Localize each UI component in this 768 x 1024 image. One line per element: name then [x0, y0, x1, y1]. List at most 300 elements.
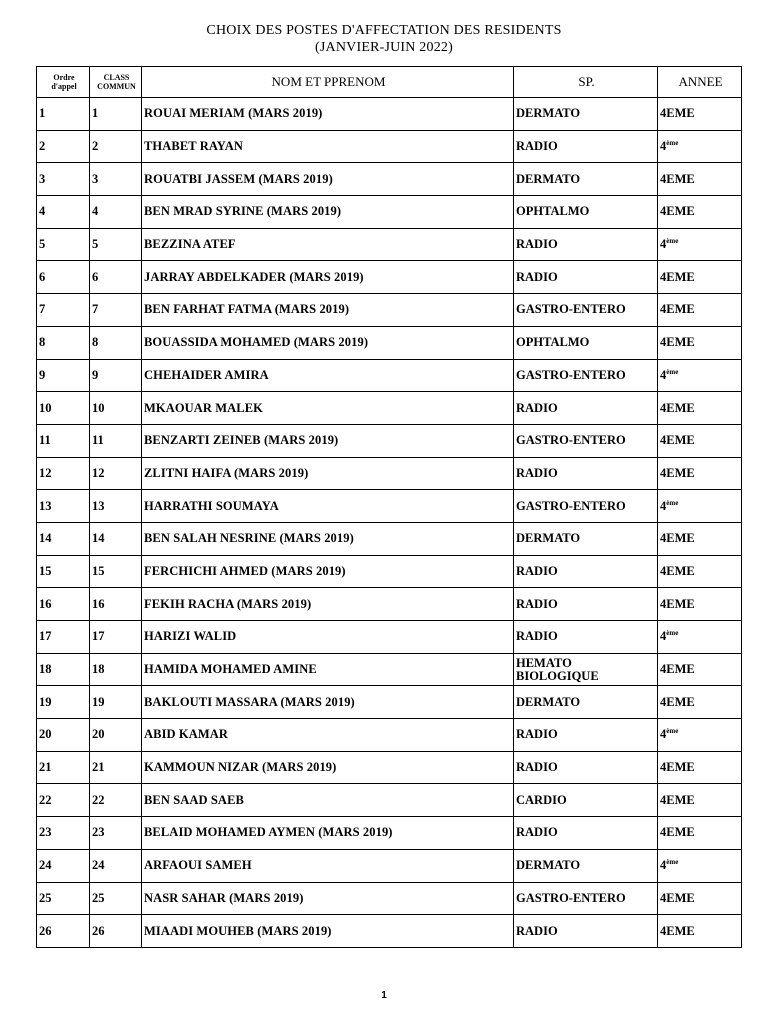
cell-annee [658, 490, 742, 523]
cell-name-text: BEN SAAD SAEB [144, 792, 244, 807]
cell-ordre [37, 424, 90, 457]
cell-ordre-text: 19 [39, 694, 52, 709]
cell-class [90, 228, 142, 261]
cell-class-text: 9 [92, 367, 99, 382]
cell-specialty [514, 915, 658, 948]
cell-class-text: 21 [92, 760, 105, 775]
cell-specialty [514, 555, 658, 588]
cell-specialty [514, 882, 658, 915]
cell-name [142, 228, 514, 261]
cell-annee [658, 196, 742, 229]
cell-class [90, 326, 142, 359]
residents-table [36, 66, 742, 948]
cell-annee-text: 4EME [660, 269, 695, 284]
cell-name [142, 849, 514, 882]
cell-ordre [37, 294, 90, 327]
cell-name-text: BOUASSIDA MOHAMED (MARS 2019) [144, 335, 369, 350]
cell-ordre [37, 196, 90, 229]
cell-class-text: 25 [92, 890, 105, 905]
cell-annee [658, 359, 742, 392]
document-title [0, 22, 768, 56]
cell-name-text: ROUATBI JASSEM (MARS 2019) [144, 171, 333, 186]
table-row [37, 98, 742, 131]
cell-specialty [514, 163, 658, 196]
cell-name [142, 719, 514, 752]
cell-ordre-text: 22 [39, 792, 52, 807]
cell-class [90, 784, 142, 817]
cell-name-text: CHEHAIDER AMIRA [144, 367, 269, 382]
cell-name-text: NASR SAHAR (MARS 2019) [144, 890, 304, 905]
cell-specialty [514, 359, 658, 392]
cell-annee-text: 4EME [660, 335, 695, 350]
cell-class [90, 882, 142, 915]
cell-annee-text: 4EME [660, 596, 695, 611]
cell-name-text: BELAID MOHAMED AYMEN (MARS 2019) [144, 825, 393, 840]
cell-annee-text: 4EME [660, 760, 695, 775]
cell-class [90, 849, 142, 882]
cell-class [90, 392, 142, 425]
cell-annee-text: 4EME [660, 662, 695, 677]
cell-class-text: 22 [92, 792, 105, 807]
cell-class [90, 653, 142, 686]
cell-annee-text: 4 [660, 139, 667, 154]
cell-annee-text: 4EME [660, 465, 695, 480]
cell-ordre-text: 18 [39, 662, 52, 677]
cell-specialty [514, 98, 658, 131]
cell-specialty-text: RADIO [516, 237, 558, 252]
cell-name [142, 163, 514, 196]
cell-class-text: 14 [92, 531, 105, 546]
table-row [37, 686, 742, 719]
cell-ordre-text: 8 [39, 335, 46, 350]
cell-annee-text: 4EME [660, 171, 695, 186]
table-row [37, 915, 742, 948]
cell-name-text: HARRATHI SOUMAYA [144, 498, 279, 513]
cell-specialty [514, 326, 658, 359]
table-row [37, 621, 742, 654]
cell-class [90, 817, 142, 850]
cell-specialty-text: CARDIO [516, 792, 567, 807]
cell-name-text: BEZZINA ATEF [144, 237, 236, 252]
cell-name-text: ABID KAMAR [144, 727, 228, 742]
cell-specialty-text: RADIO [516, 629, 558, 644]
cell-annee-text: 4EME [660, 890, 695, 905]
cell-ordre-text: 5 [39, 237, 46, 252]
table-row [37, 392, 742, 425]
cell-specialty [514, 424, 658, 457]
cell-class-text: 12 [92, 465, 105, 480]
cell-annee-text: 4 [660, 237, 667, 252]
cell-specialty [514, 196, 658, 229]
cell-specialty-text: RADIO [516, 269, 558, 284]
header-class-line2: COMMUN [97, 82, 136, 91]
cell-name-text: KAMMOUN NIZAR (MARS 2019) [144, 760, 337, 775]
cell-class [90, 294, 142, 327]
cell-name [142, 686, 514, 719]
cell-specialty [514, 621, 658, 654]
annee-ordinal-suffix: ème [666, 138, 679, 147]
cell-class-text: 5 [92, 237, 99, 252]
cell-name [142, 261, 514, 294]
table-row [37, 522, 742, 555]
cell-ordre-text: 24 [39, 858, 52, 873]
cell-annee [658, 326, 742, 359]
cell-annee [658, 817, 742, 850]
table-body [37, 98, 742, 948]
cell-class [90, 98, 142, 131]
annee-ordinal-suffix: ème [666, 727, 679, 736]
cell-class [90, 163, 142, 196]
cell-class [90, 490, 142, 523]
header-nom: NOM ET PPRENOM [142, 67, 514, 98]
cell-annee-text: 4EME [660, 302, 695, 317]
cell-class [90, 621, 142, 654]
cell-name [142, 621, 514, 654]
header-ordre [37, 67, 90, 98]
cell-annee [658, 457, 742, 490]
cell-specialty [514, 817, 658, 850]
cell-annee [658, 588, 742, 621]
cell-annee-text: 4 [660, 858, 667, 873]
table-row [37, 784, 742, 817]
cell-specialty-text: GASTRO-ENTERO [516, 890, 626, 905]
annee-ordinal-suffix: ème [666, 498, 679, 507]
cell-ordre [37, 359, 90, 392]
cell-class [90, 588, 142, 621]
cell-ordre [37, 98, 90, 131]
cell-specialty [514, 490, 658, 523]
cell-specialty-text: DERMATO [516, 171, 581, 186]
cell-ordre-text: 25 [39, 890, 52, 905]
cell-ordre-text: 20 [39, 727, 52, 742]
cell-ordre-text: 10 [39, 400, 52, 415]
cell-annee [658, 882, 742, 915]
cell-specialty-text: GASTRO-ENTERO [516, 367, 626, 382]
cell-annee [658, 784, 742, 817]
cell-specialty-text: RADIO [516, 465, 558, 480]
cell-ordre-text: 1 [39, 106, 46, 121]
cell-name-text: ZLITNI HAIFA (MARS 2019) [144, 465, 309, 480]
cell-class-text: 11 [92, 433, 104, 448]
cell-specialty [514, 392, 658, 425]
cell-ordre-text: 15 [39, 563, 52, 578]
cell-name [142, 522, 514, 555]
cell-annee-text: 4 [660, 498, 667, 513]
cell-specialty [514, 588, 658, 621]
cell-ordre-text: 4 [39, 204, 46, 219]
cell-ordre [37, 326, 90, 359]
cell-name-text: BEN SALAH NESRINE (MARS 2019) [144, 531, 354, 546]
cell-annee [658, 653, 742, 686]
cell-annee [658, 98, 742, 131]
cell-ordre [37, 130, 90, 163]
cell-annee [658, 686, 742, 719]
cell-ordre [37, 882, 90, 915]
cell-name [142, 359, 514, 392]
cell-name-text: HARIZI WALID [144, 629, 237, 644]
cell-specialty-text: RADIO [516, 139, 558, 154]
cell-annee-text: 4EME [660, 563, 695, 578]
cell-specialty [514, 653, 658, 686]
cell-annee-text: 4EME [660, 204, 695, 219]
cell-name-text: BEN MRAD SYRINE (MARS 2019) [144, 204, 342, 219]
annee-ordinal-suffix: ème [666, 629, 679, 638]
cell-name [142, 588, 514, 621]
cell-class [90, 261, 142, 294]
cell-specialty-text: OPHTALMO [516, 335, 590, 350]
cell-specialty-text: RADIO [516, 563, 558, 578]
cell-ordre-text: 13 [39, 498, 52, 513]
table-row [37, 555, 742, 588]
cell-class [90, 196, 142, 229]
cell-specialty-text: HEMATO BIOLOGIQUE [516, 655, 599, 683]
cell-specialty [514, 294, 658, 327]
page-number: 1 [381, 990, 387, 1001]
header-annee: ANNEE [658, 67, 742, 98]
table-row [37, 294, 742, 327]
cell-ordre [37, 228, 90, 261]
cell-name [142, 882, 514, 915]
annee-ordinal-suffix: ème [666, 236, 679, 245]
cell-class-text: 4 [92, 204, 99, 219]
cell-specialty [514, 261, 658, 294]
header-class [90, 67, 142, 98]
cell-name [142, 490, 514, 523]
cell-ordre [37, 555, 90, 588]
cell-annee [658, 392, 742, 425]
cell-specialty-text: DERMATO [516, 858, 581, 873]
cell-ordre-text: 9 [39, 367, 46, 382]
cell-specialty [514, 751, 658, 784]
cell-ordre [37, 751, 90, 784]
cell-name [142, 457, 514, 490]
cell-name-text: BEN FARHAT FATMA (MARS 2019) [144, 302, 350, 317]
cell-class-text: 13 [92, 498, 105, 513]
cell-ordre-text: 16 [39, 596, 52, 611]
cell-name-text: HAMIDA MOHAMED AMINE [144, 662, 317, 677]
cell-name-text: ARFAOUI SAMEH [144, 858, 252, 873]
cell-class-text: 2 [92, 139, 99, 154]
cell-class-text: 24 [92, 858, 105, 873]
header-row [37, 67, 742, 98]
cell-annee-text: 4 [660, 367, 667, 382]
cell-annee [658, 522, 742, 555]
cell-specialty-text: RADIO [516, 825, 558, 840]
cell-specialty-text: RADIO [516, 760, 558, 775]
cell-specialty-text: GASTRO-ENTERO [516, 498, 626, 513]
table-row [37, 457, 742, 490]
cell-annee-text: 4EME [660, 792, 695, 807]
cell-specialty [514, 719, 658, 752]
cell-name [142, 915, 514, 948]
cell-ordre [37, 392, 90, 425]
title-line-2: (JANVIER-JUIN 2022) [315, 40, 453, 55]
cell-ordre-text: 3 [39, 171, 46, 186]
cell-name [142, 392, 514, 425]
cell-annee [658, 228, 742, 261]
cell-annee [658, 751, 742, 784]
table-row [37, 719, 742, 752]
cell-class [90, 915, 142, 948]
cell-annee-text: 4EME [660, 106, 695, 121]
cell-specialty-text: DERMATO [516, 531, 581, 546]
cell-specialty-text: DERMATO [516, 694, 581, 709]
cell-ordre-text: 26 [39, 923, 52, 938]
cell-class-text: 16 [92, 596, 105, 611]
cell-ordre [37, 163, 90, 196]
cell-ordre-text: 11 [39, 433, 51, 448]
cell-class-text: 1 [92, 106, 99, 121]
cell-ordre-text: 12 [39, 465, 52, 480]
cell-annee-text: 4 [660, 629, 667, 644]
cell-ordre-text: 23 [39, 825, 52, 840]
cell-ordre [37, 261, 90, 294]
cell-annee-text: 4EME [660, 825, 695, 840]
cell-class-text: 17 [92, 629, 105, 644]
header-ordre-line2: d'appel [51, 82, 77, 91]
cell-specialty-text: RADIO [516, 923, 558, 938]
annee-ordinal-suffix: ème [666, 858, 679, 866]
cell-annee [658, 424, 742, 457]
cell-name-text: BAKLOUTI MASSARA (MARS 2019) [144, 694, 355, 709]
table-row [37, 588, 742, 621]
table-row [37, 163, 742, 196]
cell-annee [658, 130, 742, 163]
cell-annee [658, 163, 742, 196]
cell-specialty-text: GASTRO-ENTERO [516, 433, 626, 448]
table-row [37, 261, 742, 294]
cell-annee-text: 4EME [660, 923, 695, 938]
table-row [37, 326, 742, 359]
cell-name [142, 751, 514, 784]
cell-specialty-text: OPHTALMO [516, 204, 590, 219]
cell-ordre [37, 490, 90, 523]
cell-specialty [514, 228, 658, 261]
cell-ordre [37, 522, 90, 555]
cell-specialty [514, 784, 658, 817]
cell-class [90, 686, 142, 719]
table-row [37, 653, 742, 686]
cell-specialty-text: GASTRO-ENTERO [516, 302, 626, 317]
cell-name [142, 653, 514, 686]
cell-ordre-text: 21 [39, 760, 52, 775]
cell-ordre-text: 6 [39, 269, 46, 284]
cell-name-text: JARRAY ABDELKADER (MARS 2019) [144, 269, 364, 284]
cell-annee [658, 719, 742, 752]
cell-ordre [37, 817, 90, 850]
header-ordre-line1: Ordre [53, 73, 75, 82]
cell-name-text: FEKIH RACHA (MARS 2019) [144, 596, 312, 611]
cell-annee-text: 4EME [660, 400, 695, 415]
cell-name-text: MIAADI MOUHEB (MARS 2019) [144, 923, 332, 938]
cell-ordre-text: 2 [39, 139, 46, 154]
cell-name [142, 326, 514, 359]
cell-specialty-text: RADIO [516, 727, 558, 742]
cell-class-text: 26 [92, 923, 105, 938]
cell-ordre [37, 719, 90, 752]
cell-class-text: 8 [92, 335, 99, 350]
cell-class [90, 359, 142, 392]
cell-ordre [37, 915, 90, 948]
table-row [37, 228, 742, 261]
table-row [37, 130, 742, 163]
cell-specialty [514, 686, 658, 719]
table-row [37, 359, 742, 392]
cell-annee-text: 4EME [660, 433, 695, 448]
cell-class [90, 555, 142, 588]
cell-ordre-text: 14 [39, 531, 52, 546]
cell-ordre [37, 588, 90, 621]
cell-annee [658, 294, 742, 327]
cell-name-text: THABET RAYAN [144, 139, 244, 154]
cell-name-text: MKAOUAR MALEK [144, 400, 264, 415]
table-row [37, 882, 742, 915]
cell-class [90, 424, 142, 457]
cell-name [142, 424, 514, 457]
cell-annee [658, 261, 742, 294]
cell-name-text: ROUAI MERIAM (MARS 2019) [144, 106, 323, 121]
cell-class [90, 719, 142, 752]
cell-name [142, 130, 514, 163]
cell-annee [658, 915, 742, 948]
cell-ordre [37, 784, 90, 817]
cell-class [90, 522, 142, 555]
cell-ordre [37, 686, 90, 719]
cell-specialty [514, 130, 658, 163]
cell-name [142, 196, 514, 229]
table-row [37, 849, 742, 882]
cell-specialty-text: RADIO [516, 596, 558, 611]
cell-class-text: 19 [92, 694, 105, 709]
cell-class-text: 6 [92, 269, 99, 284]
cell-specialty [514, 457, 658, 490]
cell-ordre-text: 7 [39, 302, 46, 317]
cell-name-text: FERCHICHI AHMED (MARS 2019) [144, 563, 346, 578]
cell-annee [658, 555, 742, 588]
cell-class-text: 15 [92, 563, 105, 578]
cell-class [90, 751, 142, 784]
annee-ordinal-suffix: ème [666, 367, 679, 376]
cell-ordre [37, 621, 90, 654]
cell-name-text: BENZARTI ZEINEB (MARS 2019) [144, 433, 339, 448]
cell-ordre [37, 849, 90, 882]
cell-class-text: 7 [92, 302, 99, 317]
cell-class-text: 18 [92, 662, 105, 677]
cell-class-text: 3 [92, 171, 99, 186]
table-row [37, 196, 742, 229]
cell-class [90, 457, 142, 490]
cell-ordre-text: 17 [39, 629, 52, 644]
cell-ordre [37, 457, 90, 490]
table-row [37, 424, 742, 457]
table-row [37, 817, 742, 850]
header-class-line1: CLASS [103, 73, 130, 82]
cell-name [142, 98, 514, 131]
cell-name [142, 555, 514, 588]
cell-class-text: 23 [92, 825, 105, 840]
cell-specialty-text: RADIO [516, 400, 558, 415]
table-row [37, 490, 742, 523]
table-row [37, 751, 742, 784]
cell-class [90, 130, 142, 163]
cell-annee-text: 4EME [660, 694, 695, 709]
cell-specialty [514, 522, 658, 555]
cell-name [142, 817, 514, 850]
cell-class-text: 20 [92, 727, 105, 742]
cell-annee-text: 4 [660, 727, 667, 742]
header-sp: SP. [514, 67, 658, 98]
title-line-1: CHOIX DES POSTES D'AFFECTATION DES RESIDENTS [206, 23, 562, 38]
